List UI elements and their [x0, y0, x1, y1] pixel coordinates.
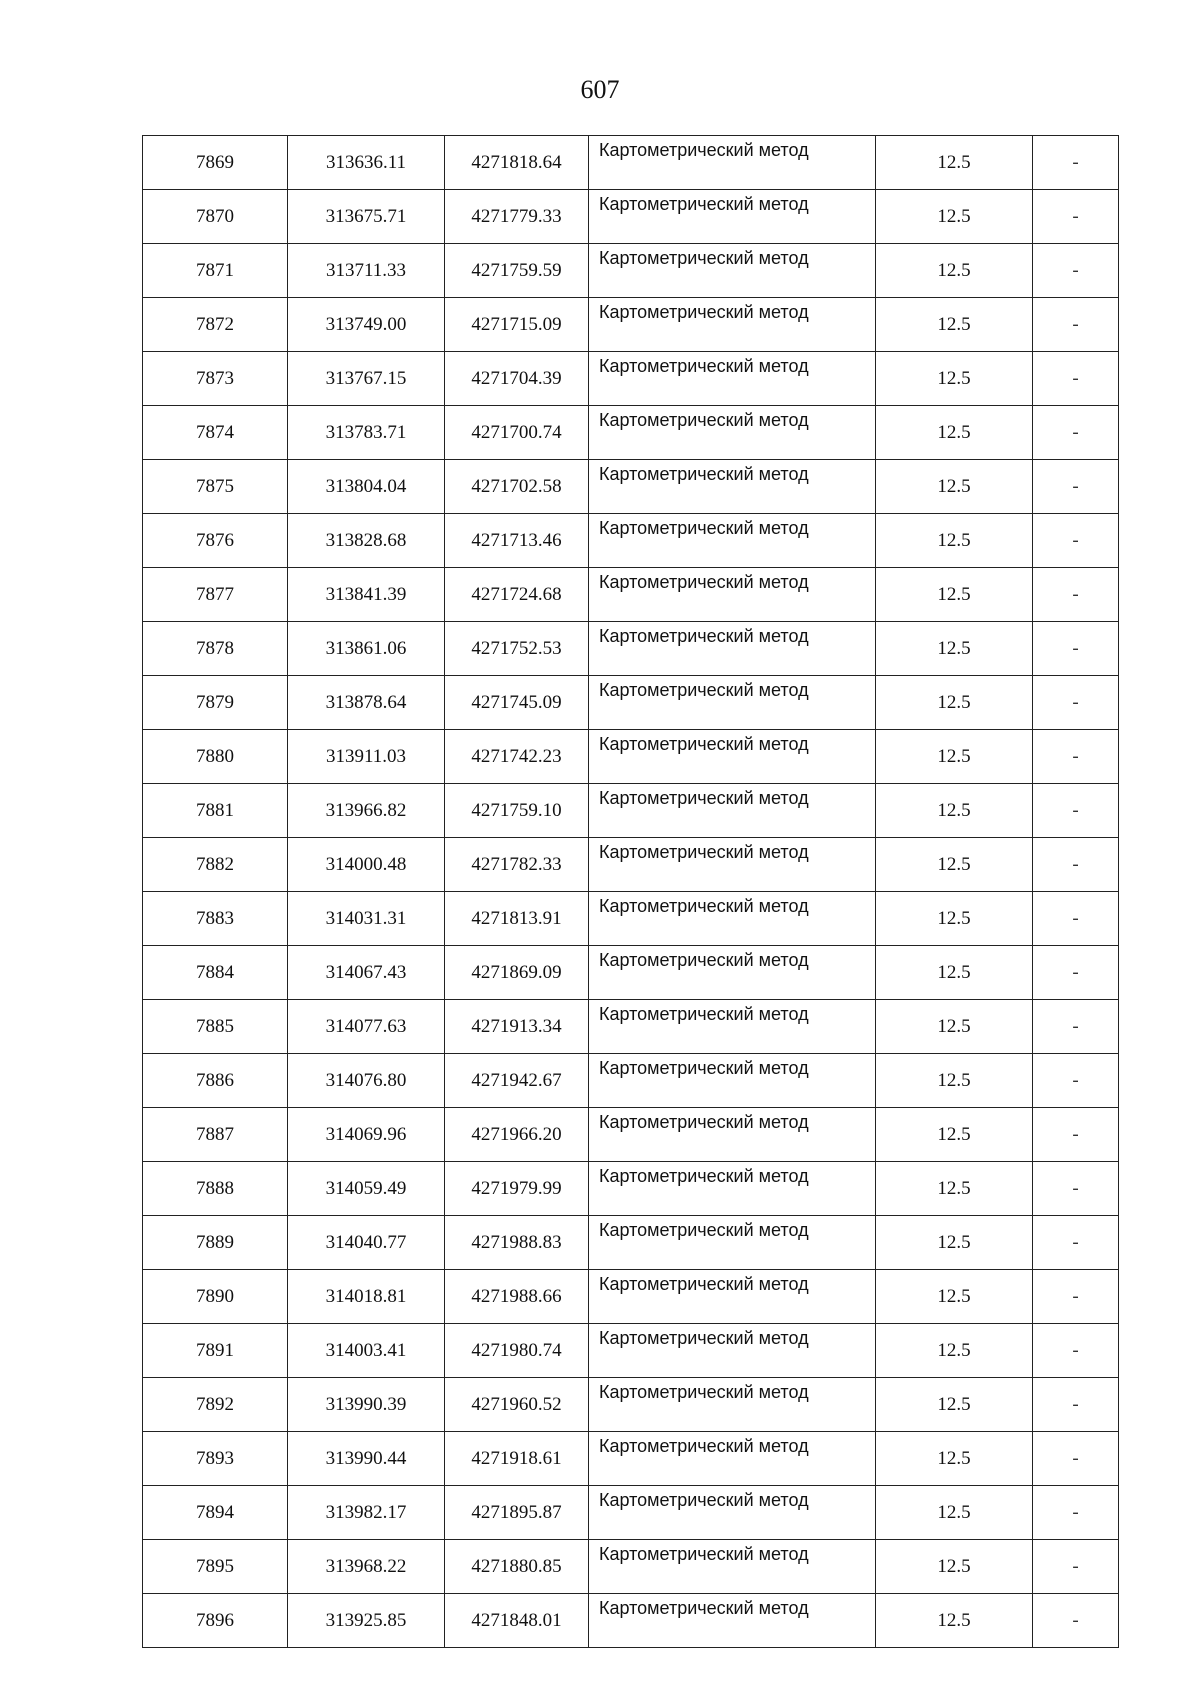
point-number-cell: 7880: [143, 730, 288, 784]
note-cell: -: [1033, 1432, 1119, 1486]
point-number-cell: 7891: [143, 1324, 288, 1378]
y-coordinate-cell: 4271918.61: [445, 1432, 589, 1486]
x-coordinate-cell: 313911.03: [288, 730, 445, 784]
note-cell: -: [1033, 460, 1119, 514]
accuracy-cell: 12.5: [876, 1540, 1033, 1594]
table-row: [143, 1378, 1119, 1432]
note-cell: -: [1033, 136, 1119, 190]
y-coordinate-cell: 4271713.46: [445, 514, 589, 568]
accuracy-cell: 12.5: [876, 1594, 1033, 1648]
accuracy-cell: 12.5: [876, 892, 1033, 946]
table-row: [143, 838, 1119, 892]
method-cell: Картометрический метод: [589, 1324, 876, 1378]
method-cell: Картометрический метод: [589, 784, 876, 838]
method-cell: Картометрический метод: [589, 1486, 876, 1540]
note-cell: -: [1033, 892, 1119, 946]
table-row: [143, 1054, 1119, 1108]
table-row: [143, 568, 1119, 622]
point-number-cell: 7887: [143, 1108, 288, 1162]
note-cell: -: [1033, 1486, 1119, 1540]
table-row: [143, 622, 1119, 676]
accuracy-cell: 12.5: [876, 1378, 1033, 1432]
point-number-cell: 7877: [143, 568, 288, 622]
x-coordinate-cell: 313925.85: [288, 1594, 445, 1648]
table-row: [143, 1324, 1119, 1378]
x-coordinate-cell: 313804.04: [288, 460, 445, 514]
table-row: [143, 406, 1119, 460]
accuracy-cell: 12.5: [876, 136, 1033, 190]
x-coordinate-cell: 313982.17: [288, 1486, 445, 1540]
y-coordinate-cell: 4271742.23: [445, 730, 589, 784]
note-cell: -: [1033, 1216, 1119, 1270]
accuracy-cell: 12.5: [876, 1162, 1033, 1216]
point-number-cell: 7881: [143, 784, 288, 838]
point-number-cell: 7878: [143, 622, 288, 676]
table-row: [143, 1000, 1119, 1054]
accuracy-cell: 12.5: [876, 190, 1033, 244]
table-row: [143, 1432, 1119, 1486]
table-row: [143, 190, 1119, 244]
table-row: [143, 784, 1119, 838]
point-number-cell: 7888: [143, 1162, 288, 1216]
y-coordinate-cell: 4271942.67: [445, 1054, 589, 1108]
x-coordinate-cell: 314018.81: [288, 1270, 445, 1324]
method-cell: Картометрический метод: [589, 1432, 876, 1486]
accuracy-cell: 12.5: [876, 1324, 1033, 1378]
accuracy-cell: 12.5: [876, 1000, 1033, 1054]
point-number-cell: 7886: [143, 1054, 288, 1108]
x-coordinate-cell: 313878.64: [288, 676, 445, 730]
accuracy-cell: 12.5: [876, 838, 1033, 892]
y-coordinate-cell: 4271759.10: [445, 784, 589, 838]
method-cell: Картометрический метод: [589, 460, 876, 514]
table-row: [143, 1486, 1119, 1540]
method-cell: Картометрический метод: [589, 892, 876, 946]
x-coordinate-cell: 313783.71: [288, 406, 445, 460]
accuracy-cell: 12.5: [876, 514, 1033, 568]
y-coordinate-cell: 4271715.09: [445, 298, 589, 352]
y-coordinate-cell: 4271759.59: [445, 244, 589, 298]
note-cell: -: [1033, 1054, 1119, 1108]
table-row: [143, 1108, 1119, 1162]
point-number-cell: 7896: [143, 1594, 288, 1648]
table-row: [143, 244, 1119, 298]
method-cell: Картометрический метод: [589, 1162, 876, 1216]
x-coordinate-cell: 313966.82: [288, 784, 445, 838]
x-coordinate-cell: 313828.68: [288, 514, 445, 568]
y-coordinate-cell: 4271752.53: [445, 622, 589, 676]
y-coordinate-cell: 4271880.85: [445, 1540, 589, 1594]
accuracy-cell: 12.5: [876, 1432, 1033, 1486]
note-cell: -: [1033, 406, 1119, 460]
point-number-cell: 7882: [143, 838, 288, 892]
y-coordinate-cell: 4271980.74: [445, 1324, 589, 1378]
y-coordinate-cell: 4271895.87: [445, 1486, 589, 1540]
point-number-cell: 7873: [143, 352, 288, 406]
point-number-cell: 7883: [143, 892, 288, 946]
method-cell: Картометрический метод: [589, 838, 876, 892]
point-number-cell: 7884: [143, 946, 288, 1000]
accuracy-cell: 12.5: [876, 1216, 1033, 1270]
table-row: [143, 136, 1119, 190]
y-coordinate-cell: 4271745.09: [445, 676, 589, 730]
accuracy-cell: 12.5: [876, 460, 1033, 514]
table-row: [143, 1540, 1119, 1594]
note-cell: -: [1033, 946, 1119, 1000]
x-coordinate-cell: 314040.77: [288, 1216, 445, 1270]
accuracy-cell: 12.5: [876, 784, 1033, 838]
table-row: [143, 676, 1119, 730]
table-row: [143, 514, 1119, 568]
method-cell: Картометрический метод: [589, 1270, 876, 1324]
x-coordinate-cell: 314000.48: [288, 838, 445, 892]
y-coordinate-cell: 4271704.39: [445, 352, 589, 406]
x-coordinate-cell: 314003.41: [288, 1324, 445, 1378]
y-coordinate-cell: 4271988.83: [445, 1216, 589, 1270]
y-coordinate-cell: 4271913.34: [445, 1000, 589, 1054]
x-coordinate-cell: 314069.96: [288, 1108, 445, 1162]
method-cell: Картометрический метод: [589, 352, 876, 406]
x-coordinate-cell: 313749.00: [288, 298, 445, 352]
method-cell: Картометрический метод: [589, 622, 876, 676]
accuracy-cell: 12.5: [876, 568, 1033, 622]
y-coordinate-cell: 4271818.64: [445, 136, 589, 190]
accuracy-cell: 12.5: [876, 946, 1033, 1000]
accuracy-cell: 12.5: [876, 1054, 1033, 1108]
note-cell: -: [1033, 298, 1119, 352]
point-number-cell: 7879: [143, 676, 288, 730]
page-number: 607: [580, 75, 620, 104]
y-coordinate-cell: 4271700.74: [445, 406, 589, 460]
y-coordinate-cell: 4271960.52: [445, 1378, 589, 1432]
point-number-cell: 7895: [143, 1540, 288, 1594]
method-cell: Картометрический метод: [589, 1054, 876, 1108]
y-coordinate-cell: 4271813.91: [445, 892, 589, 946]
note-cell: -: [1033, 730, 1119, 784]
method-cell: Картометрический метод: [589, 136, 876, 190]
accuracy-cell: 12.5: [876, 622, 1033, 676]
table-row: [143, 1270, 1119, 1324]
coordinates-table: [142, 135, 1119, 1648]
method-cell: Картометрический метод: [589, 514, 876, 568]
note-cell: -: [1033, 1000, 1119, 1054]
accuracy-cell: 12.5: [876, 406, 1033, 460]
note-cell: -: [1033, 1594, 1119, 1648]
table-row: [143, 946, 1119, 1000]
y-coordinate-cell: 4271724.68: [445, 568, 589, 622]
accuracy-cell: 12.5: [876, 244, 1033, 298]
x-coordinate-cell: 313711.33: [288, 244, 445, 298]
method-cell: Картометрический метод: [589, 1000, 876, 1054]
point-number-cell: 7871: [143, 244, 288, 298]
note-cell: -: [1033, 568, 1119, 622]
point-number-cell: 7872: [143, 298, 288, 352]
coordinates-table-body: [143, 136, 1119, 1648]
y-coordinate-cell: 4271782.33: [445, 838, 589, 892]
note-cell: -: [1033, 1108, 1119, 1162]
x-coordinate-cell: 313636.11: [288, 136, 445, 190]
y-coordinate-cell: 4271988.66: [445, 1270, 589, 1324]
method-cell: Картометрический метод: [589, 676, 876, 730]
point-number-cell: 7875: [143, 460, 288, 514]
point-number-cell: 7876: [143, 514, 288, 568]
point-number-cell: 7874: [143, 406, 288, 460]
point-number-cell: 7885: [143, 1000, 288, 1054]
note-cell: -: [1033, 676, 1119, 730]
point-number-cell: 7894: [143, 1486, 288, 1540]
x-coordinate-cell: 314067.43: [288, 946, 445, 1000]
note-cell: -: [1033, 352, 1119, 406]
note-cell: -: [1033, 622, 1119, 676]
note-cell: -: [1033, 1270, 1119, 1324]
table-row: [143, 730, 1119, 784]
accuracy-cell: 12.5: [876, 352, 1033, 406]
y-coordinate-cell: 4271779.33: [445, 190, 589, 244]
method-cell: Картометрический метод: [589, 190, 876, 244]
accuracy-cell: 12.5: [876, 676, 1033, 730]
y-coordinate-cell: 4271979.99: [445, 1162, 589, 1216]
method-cell: Картометрический метод: [589, 1108, 876, 1162]
x-coordinate-cell: 313990.44: [288, 1432, 445, 1486]
note-cell: -: [1033, 190, 1119, 244]
x-coordinate-cell: 313990.39: [288, 1378, 445, 1432]
point-number-cell: 7869: [143, 136, 288, 190]
accuracy-cell: 12.5: [876, 298, 1033, 352]
x-coordinate-cell: 313861.06: [288, 622, 445, 676]
method-cell: Картометрический метод: [589, 244, 876, 298]
y-coordinate-cell: 4271869.09: [445, 946, 589, 1000]
x-coordinate-cell: 313767.15: [288, 352, 445, 406]
table-row: [143, 298, 1119, 352]
point-number-cell: 7892: [143, 1378, 288, 1432]
accuracy-cell: 12.5: [876, 1486, 1033, 1540]
point-number-cell: 7890: [143, 1270, 288, 1324]
method-cell: Картометрический метод: [589, 298, 876, 352]
table-row: [143, 892, 1119, 946]
method-cell: Картометрический метод: [589, 568, 876, 622]
table-row: [143, 1216, 1119, 1270]
table-row: [143, 460, 1119, 514]
method-cell: Картометрический метод: [589, 1540, 876, 1594]
method-cell: Картометрический метод: [589, 406, 876, 460]
table-row: [143, 1594, 1119, 1648]
y-coordinate-cell: 4271702.58: [445, 460, 589, 514]
method-cell: Картометрический метод: [589, 1594, 876, 1648]
note-cell: -: [1033, 244, 1119, 298]
accuracy-cell: 12.5: [876, 730, 1033, 784]
note-cell: -: [1033, 838, 1119, 892]
method-cell: Картометрический метод: [589, 1216, 876, 1270]
y-coordinate-cell: 4271848.01: [445, 1594, 589, 1648]
y-coordinate-cell: 4271966.20: [445, 1108, 589, 1162]
note-cell: -: [1033, 784, 1119, 838]
x-coordinate-cell: 313675.71: [288, 190, 445, 244]
x-coordinate-cell: 313968.22: [288, 1540, 445, 1594]
point-number-cell: 7870: [143, 190, 288, 244]
note-cell: -: [1033, 1378, 1119, 1432]
x-coordinate-cell: 314077.63: [288, 1000, 445, 1054]
accuracy-cell: 12.5: [876, 1270, 1033, 1324]
table-row: [143, 1162, 1119, 1216]
point-number-cell: 7893: [143, 1432, 288, 1486]
note-cell: -: [1033, 1162, 1119, 1216]
method-cell: Картометрический метод: [589, 1378, 876, 1432]
method-cell: Картометрический метод: [589, 730, 876, 784]
note-cell: -: [1033, 1540, 1119, 1594]
x-coordinate-cell: 314076.80: [288, 1054, 445, 1108]
x-coordinate-cell: 314031.31: [288, 892, 445, 946]
point-number-cell: 7889: [143, 1216, 288, 1270]
method-cell: Картометрический метод: [589, 946, 876, 1000]
table-row: [143, 352, 1119, 406]
note-cell: -: [1033, 1324, 1119, 1378]
accuracy-cell: 12.5: [876, 1108, 1033, 1162]
x-coordinate-cell: 314059.49: [288, 1162, 445, 1216]
x-coordinate-cell: 313841.39: [288, 568, 445, 622]
note-cell: -: [1033, 514, 1119, 568]
